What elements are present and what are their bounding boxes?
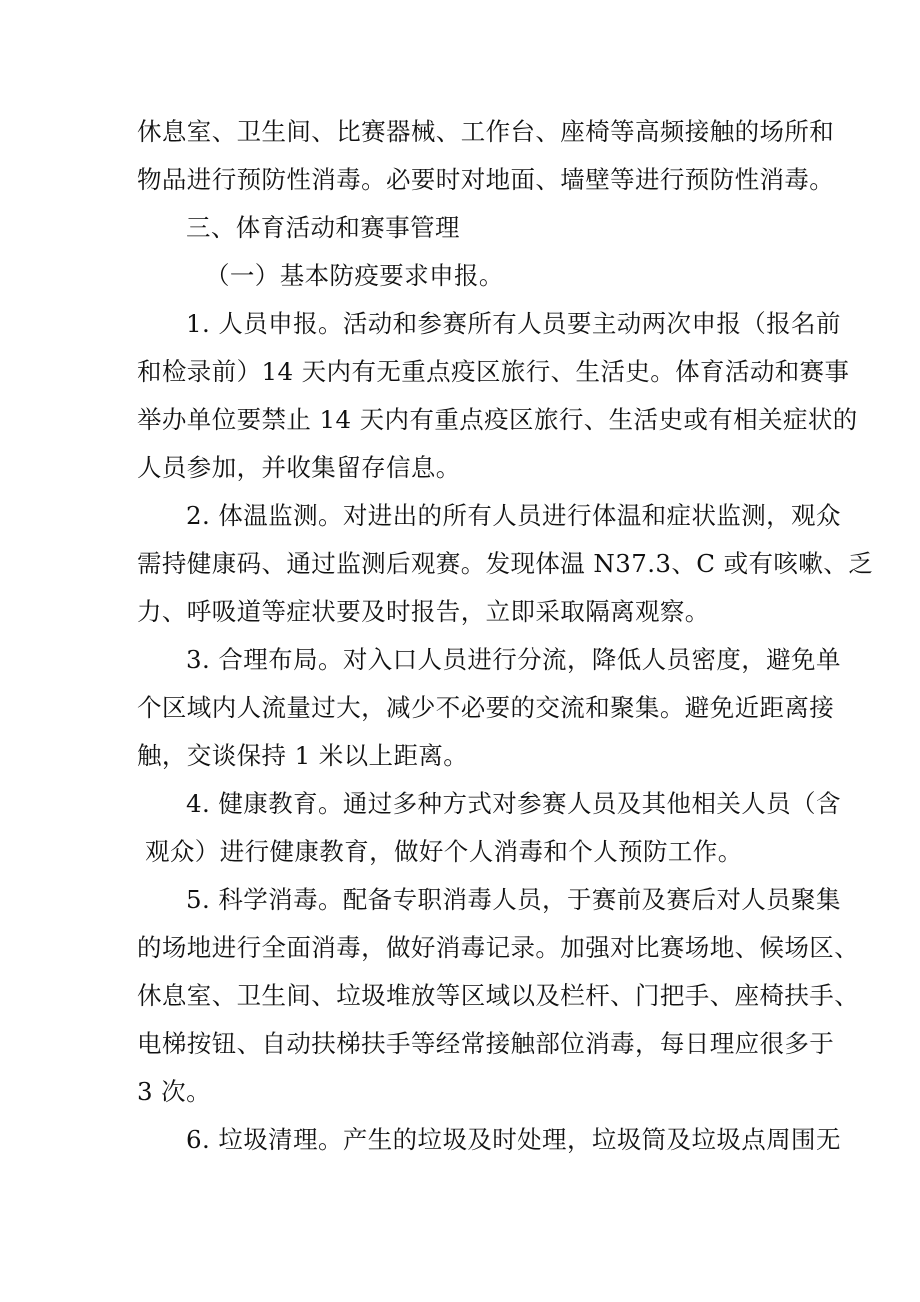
text-line: 休息室、卫生间、垃圾堆放等区域以及栏杆、门把手、座椅扶手、 — [137, 981, 860, 1010]
text-line: 观众）进行健康教育，做好个人消毒和个人预防工作。 — [145, 837, 743, 866]
text-line: 需持健康码、通过监测后观赛。发现体温 N37.3、C 或有咳嗽、乏 — [137, 549, 874, 578]
text-line: 力、呼吸道等症状要及时报告，立即采取隔离观察。 — [137, 597, 710, 626]
paragraph-start: 6. 垃圾清理。产生的垃圾及时处理，垃圾筒及垃圾点周围无 — [186, 1125, 841, 1154]
text-line: 休息室、卫生间、比赛器械、工作台、座椅等高频接触的场所和 — [137, 117, 835, 146]
paragraph-start: 3. 合理布局。对入口人员进行分流，降低人员密度，避免单 — [186, 645, 841, 674]
text-line: 举办单位要禁止 14 天内有重点疫区旅行、生活史或有相关症状的 — [137, 405, 858, 434]
text-line: 人员参加，并收集留存信息。 — [137, 453, 461, 482]
text-line: 和检录前）14 天内有无重点疫区旅行、生活史。体育活动和赛事 — [137, 357, 850, 386]
paragraph-start: 4. 健康教育。通过多种方式对参赛人员及其他相关人员（含 — [186, 789, 841, 818]
text-line: 电梯按钮、自动扶梯扶手等经常接触部位消毒，每日理应很多于 — [137, 1029, 835, 1058]
paragraph-start: 5. 科学消毒。配备专职消毒人员，于赛前及赛后对人员聚集 — [186, 885, 841, 914]
subsection-heading: （一）基本防疫要求申报。 — [205, 261, 504, 290]
text-line: 触，交谈保持 1 米以上距离。 — [137, 741, 469, 770]
text-line: 的场地进行全面消毒，做好消毒记录。加强对比赛场地、候场区、 — [137, 933, 860, 962]
text-line: 3 次。 — [137, 1077, 211, 1106]
text-line: 个区域内人流量过大，减少不必要的交流和聚集。避免近距离接 — [137, 693, 835, 722]
section-heading: 三、体育活动和赛事管理 — [186, 213, 460, 242]
paragraph-start: 1. 人员申报。活动和参赛所有人员要主动两次申报（报名前 — [186, 309, 841, 338]
text-line: 物品进行预防性消毒。必要时对地面、墙壁等进行预防性消毒。 — [137, 165, 835, 194]
paragraph-start: 2. 体温监测。对进出的所有人员进行体温和症状监测，观众 — [186, 501, 841, 530]
